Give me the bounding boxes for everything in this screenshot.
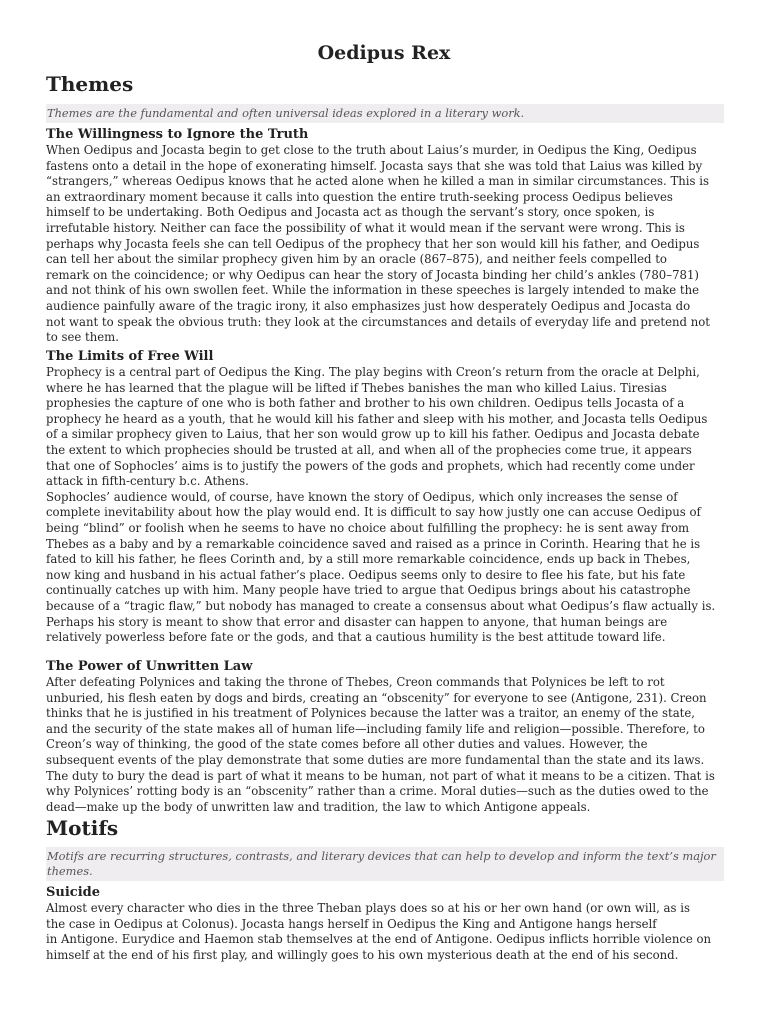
text-line: the case in Oedipus at Colonus). Jocasta hangs herself in Oedipus the King and Antigone hangs herself bbox=[46, 916, 657, 931]
text-line: and not think of his own swollen feet. While the information in these speeches is largely intended to make the bbox=[46, 283, 700, 298]
text-line: and the security of the state makes all of human life—including family life and religion—possible. Therefore, to bbox=[46, 721, 705, 736]
text-line: fastens onto a detail in the hope of exonerating himself. Jocasta says that she was told that Laius was killed by bbox=[46, 158, 703, 173]
text-line: fated to kill his father, he flees Corinth and, by a still more remarkable coincidence, ends up back in Thebes, bbox=[46, 552, 691, 567]
text-line: because of a “tragic flaw,” but nobody has managed to create a consensus about what Oedipus’s flaw actually is. bbox=[46, 598, 716, 613]
text-line: “strangers,” whereas Oedipus knows that he acted alone when he killed a man in similar circumstances. This is bbox=[46, 174, 709, 189]
text-line: Almost every character who dies in the three Theban plays does so at his or her own hand (or own will, as is bbox=[46, 901, 690, 915]
document-title: Oedipus Rex bbox=[317, 42, 451, 64]
text-line: himself to be undertaking. Both Oedipus and Jocasta act as though the servant’s story, once spoken, is bbox=[46, 205, 655, 220]
text-line: the extent to which prophecies should be trusted at all, and when all of the prophecies come true, it appears bbox=[46, 442, 692, 457]
text-line: perhaps why Jocasta feels she can tell Oedipus of the prophecy that her son would kill his father, and Oedipus bbox=[46, 236, 700, 251]
text-line: in Antigone. Eurydice and Haemon stab themselves at the end of Antigone. Oedipus inflicts horrible violence on bbox=[46, 932, 712, 947]
text-line: Prophecy is a central part of Oedipus the King. The play begins with Creon’s return from the oracle at Delphi, bbox=[46, 365, 700, 379]
text-line: where he has learned that the plague will be lifted if Thebes banishes the man who killed Laius. Tiresias bbox=[46, 380, 667, 395]
text-line: that one of Sophocles’ aims is to justify the powers of the gods and prophets, which had recently come under bbox=[46, 458, 695, 473]
text-line: of a similar prophecy given to Laius, that her son would grow up to kill his father. Oedipus and Jocasta debate bbox=[46, 427, 700, 442]
text-line: prophesies the capture of one who is both father and brother to his own children. Oedipus tells Jocasta of a bbox=[46, 396, 685, 411]
text-line: Motifs are recurring structures, contrasts, and literary devices that can help to develop and inform the text’s major bbox=[47, 849, 716, 863]
text-line: himself at the end of his first play, and willingly goes to his own mysterious death at the end of his second. bbox=[46, 947, 679, 962]
text-line: relatively powerless before fate or the gods, and that a cautious humility is the best attitude toward life. bbox=[46, 630, 666, 645]
section-body-ignore-truth bbox=[46, 143, 722, 346]
text-line: Perhaps his story is meant to show that error and disaster can happen to anyone, that human beings are bbox=[46, 614, 668, 629]
section-title-free-will: The Limits of Free Will bbox=[46, 349, 214, 364]
text-line: subsequent events of the play demonstrate that some duties are more fundamental than the state and its laws. bbox=[46, 752, 705, 767]
motifs-intro-note bbox=[46, 847, 724, 881]
text-line: When Oedipus and Jocasta begin to get close to the truth about Laius’s murder, in Oedipus the King, Oedipus bbox=[46, 143, 697, 157]
section-body-free-will bbox=[46, 365, 722, 646]
text-line: attack in fifth-century b.c. Athens. bbox=[46, 474, 249, 489]
text-line: not want to speak the obvious truth: they look at the circumstances and details of everyday life and pretend not bbox=[46, 314, 710, 329]
text-line: dead—make up the body of unwritten law and tradition, the law to which Antigone appeals. bbox=[46, 799, 591, 814]
text-line: themes. bbox=[47, 864, 93, 878]
section-title-ignore-truth: The Willingness to Ignore the Truth bbox=[46, 127, 309, 142]
themes-heading: Themes bbox=[46, 72, 134, 96]
text-line: The duty to bury the dead is part of what it means to be human, not part of what it means to be a citizen. That is bbox=[46, 768, 715, 783]
text-line: why Polynices’ rotting body is an “obscenity” rather than a crime. Moral duties—such as the duties owed to the bbox=[46, 784, 709, 799]
text-line: irrefutable history. Neither can face the possibility of what it would mean if the servant were wrong. This is bbox=[46, 220, 685, 235]
text-line: now king and husband in his actual father’s place. Oedipus seems only to desire to flee his fate, but his fate bbox=[46, 567, 686, 582]
section-title-unwritten-law: The Power of Unwritten Law bbox=[46, 659, 253, 674]
text-line: to see them. bbox=[46, 330, 119, 345]
section-body-unwritten-law bbox=[46, 675, 722, 815]
text-line: continually catches up with him. Many people have tried to argue that Oedipus brings about his catastrophe bbox=[46, 583, 691, 598]
themes-intro-note: Themes are the fundamental and often universal ideas explored in a literary work. bbox=[46, 104, 724, 123]
text-line: After defeating Polynices and taking the throne of Thebes, Creon commands that Polynices be left to rot bbox=[46, 675, 665, 689]
motifs-heading: Motifs bbox=[46, 816, 119, 840]
section-body-suicide bbox=[46, 901, 722, 963]
text-line: complete inevitability about how the play would end. It is difficult to say how justly one can accuse Oedipus of bbox=[46, 505, 701, 520]
text-line: unburied, his flesh eaten by dogs and birds, creating an “obscenity” for everyone to see (Antigone, 231). Creon bbox=[46, 690, 707, 705]
text-line: Thebes as a baby and by a remarkable coincidence saved and raised as a prince in Corinth. Hearing that he is bbox=[46, 536, 701, 551]
text-line: thinks that he is justified in his treatment of Polynices because the latter was a traitor, an enemy of the state, bbox=[46, 706, 695, 721]
text-line: Creon’s way of thinking, the good of the state comes before all other duties and values. However, the bbox=[46, 737, 648, 752]
text-line: remark on the coincidence; or why Oedipus can hear the story of Jocasta binding her child’s ankles (780–781) bbox=[46, 267, 699, 282]
text-line: an extraordinary moment because it calls into question the entire truth-seeking process Oedipus believes bbox=[46, 189, 673, 204]
text-line: Sophocles’ audience would, of course, have known the story of Oedipus, which only increases the sense of bbox=[46, 489, 678, 504]
text-line: audience painfully aware of the tragic irony, it also emphasizes just how desperately Oedipus and Jocasta do bbox=[46, 298, 691, 313]
text-line: prophecy he heard as a youth, that he would kill his father and sleep with his mother, and Jocasta tells Oedipus bbox=[46, 411, 708, 426]
text-line: being “blind” or foolish when he seems to have no choice about fulfilling the prophecy: he is sent away from bbox=[46, 520, 690, 535]
text-line: can tell her about the similar prophecy given him by an oracle (867–875), and neither feels compelled to bbox=[46, 252, 667, 267]
section-title-suicide: Suicide bbox=[46, 885, 100, 900]
